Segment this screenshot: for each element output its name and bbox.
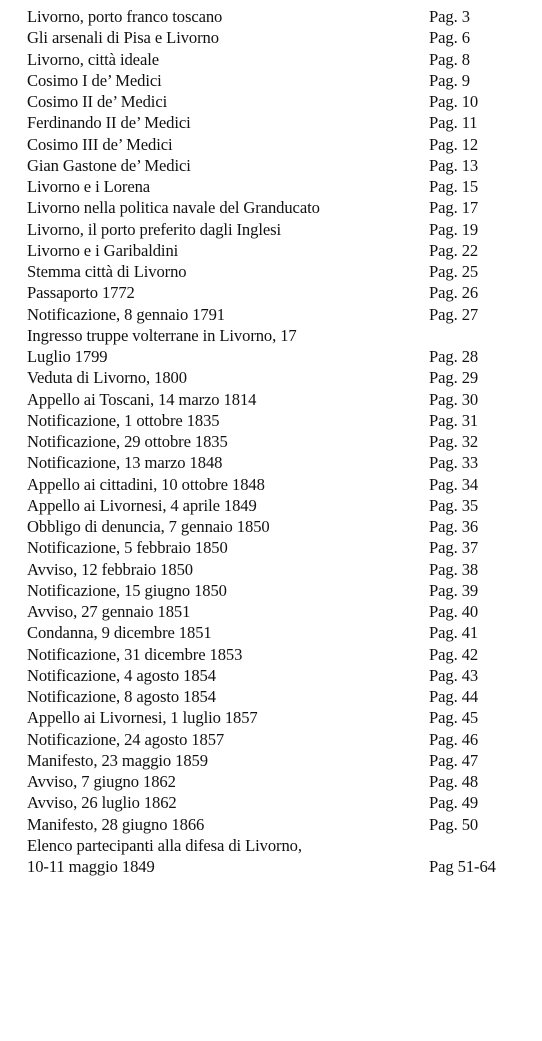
toc-entry xyxy=(27,452,527,473)
entry-title: Obbligo di denuncia, 7 gennaio 1850 xyxy=(27,517,270,536)
entry-page-number: Pag. 43 xyxy=(429,665,479,685)
entry-title: Notificazione, 31 dicembre 1853 xyxy=(27,644,243,664)
toc-entry xyxy=(27,176,527,197)
entry-page-number: Pag. 40 xyxy=(429,602,479,621)
entry-title: Avviso, 7 giugno 1862 xyxy=(27,772,176,791)
entry-title: Cosimo I de’ Medici xyxy=(27,70,162,90)
toc-entry xyxy=(27,495,527,516)
entry-title: Cosimo III de’ Medici xyxy=(27,134,173,154)
entry-page-number: Pag. 17 xyxy=(429,198,479,218)
toc-entry xyxy=(27,474,527,495)
entry-page-number: Pag. 41 xyxy=(429,623,479,643)
entry-page-number: Pag. 42 xyxy=(429,644,479,664)
toc-entry xyxy=(27,91,527,112)
toc-entry xyxy=(27,431,527,452)
entry-title: Appello ai Livornesi, 1 luglio 1857 xyxy=(27,708,258,728)
entry-title: Livorno nella politica navale del Granducato xyxy=(27,198,320,218)
toc-entry xyxy=(27,261,527,282)
toc-entry xyxy=(27,580,527,601)
entry-title: Gian Gastone de’ Medici xyxy=(27,155,191,175)
entry-title: Avviso, 26 luglio 1862 xyxy=(27,793,177,813)
toc-entry xyxy=(27,665,527,686)
toc-entry xyxy=(27,134,527,155)
entry-page-number: Pag. 36 xyxy=(429,517,479,536)
entry-title: Notificazione, 5 febbraio 1850 xyxy=(27,538,228,558)
entry-title: Appello ai Toscani, 14 marzo 1814 xyxy=(27,389,257,409)
entry-title: Appello ai cittadini, 10 ottobre 1848 xyxy=(27,474,265,494)
toc-entry xyxy=(27,601,527,622)
toc-entry xyxy=(27,367,527,388)
toc-entry xyxy=(27,814,527,835)
entry-page-number: Pag. 22 xyxy=(429,240,479,260)
entry-page-number: Pag. 44 xyxy=(429,687,479,706)
toc-entry xyxy=(27,70,527,91)
toc-entry xyxy=(27,771,527,792)
entry-page-number: Pag. 27 xyxy=(429,304,479,324)
entry-title: Appello ai Livornesi, 4 aprile 1849 xyxy=(27,495,257,515)
entry-title-line: Luglio 1799 xyxy=(27,347,108,366)
toc-entry xyxy=(27,644,527,665)
toc-entry xyxy=(27,537,527,558)
entry-title: Livorno, città ideale xyxy=(27,49,159,69)
toc-entry xyxy=(27,410,527,431)
entry-title: Notificazione, 29 ottobre 1835 xyxy=(27,432,228,451)
entry-title: Veduta di Livorno, 1800 xyxy=(27,368,187,388)
entry-page-number: Pag. 9 xyxy=(429,70,470,90)
table-of-contents xyxy=(27,6,527,877)
entry-title-line: Elenco partecipanti alla difesa di Livorno, xyxy=(27,835,302,855)
entry-page-number: Pag. 3 xyxy=(429,7,470,26)
entry-page-number: Pag. 31 xyxy=(429,410,479,430)
entry-title: Notificazione, 8 agosto 1854 xyxy=(27,687,216,706)
toc-entry xyxy=(27,707,527,728)
toc-entry xyxy=(27,686,527,707)
entry-page-number: Pag. 11 xyxy=(429,113,478,133)
entry-page-number: Pag. 15 xyxy=(429,177,479,196)
entry-page-number: Pag. 10 xyxy=(429,92,479,111)
entry-page-number: Pag. 49 xyxy=(429,793,479,813)
entry-title: Cosimo II de’ Medici xyxy=(27,92,168,111)
toc-entry xyxy=(27,49,527,70)
toc-entry xyxy=(27,792,527,813)
toc-entry xyxy=(27,389,527,410)
entry-page-number: Pag. 48 xyxy=(429,772,479,791)
entry-page-number: Pag. 30 xyxy=(429,389,479,409)
entry-page-number: Pag. 37 xyxy=(429,538,479,558)
entry-title-line: 10-11 maggio 1849 xyxy=(27,857,155,876)
entry-page-number: Pag. 39 xyxy=(429,580,479,600)
entry-page-number: Pag. 46 xyxy=(429,729,479,749)
toc-entry xyxy=(27,516,527,537)
entry-title: Ferdinando II de’ Medici xyxy=(27,113,191,133)
entry-page-number: Pag. 32 xyxy=(429,432,479,451)
entry-page-number: Pag 51-64 xyxy=(429,857,496,876)
entry-page-number: Pag. 13 xyxy=(429,155,479,175)
entry-title: Manifesto, 28 giugno 1866 xyxy=(27,814,205,834)
entry-page-number: Pag. 33 xyxy=(429,453,479,473)
entry-title: Notificazione, 8 gennaio 1791 xyxy=(27,304,226,324)
entry-title-line: Ingresso truppe volterrane in Livorno, 17 xyxy=(27,325,297,345)
entry-page-number: Pag. 50 xyxy=(429,814,479,834)
entry-title: Notificazione, 13 marzo 1848 xyxy=(27,453,223,473)
entry-title: Avviso, 12 febbraio 1850 xyxy=(27,559,193,579)
toc-entry xyxy=(27,6,527,27)
entry-title: Manifesto, 23 maggio 1859 xyxy=(27,750,208,770)
entry-title: Livorno e i Garibaldini xyxy=(27,240,179,260)
toc-entry xyxy=(27,112,527,133)
toc-entry xyxy=(27,155,527,176)
entry-page-number: Pag. 25 xyxy=(429,262,479,281)
entry-page-number: Pag. 34 xyxy=(429,474,479,494)
entry-title: Notificazione, 15 giugno 1850 xyxy=(27,580,227,600)
toc-entry xyxy=(27,559,527,580)
entry-title: Notificazione, 1 ottobre 1835 xyxy=(27,410,220,430)
entry-title: Livorno, il porto preferito dagli Inglesi xyxy=(27,219,281,239)
toc-entry xyxy=(27,282,527,303)
entry-page-number: Pag. 47 xyxy=(429,750,479,770)
entry-title: Condanna, 9 dicembre 1851 xyxy=(27,623,212,643)
entry-page-number: Pag. 38 xyxy=(429,559,479,579)
toc-entry xyxy=(27,219,527,240)
toc-entry xyxy=(27,835,527,878)
entry-title: Gli arsenali di Pisa e Livorno xyxy=(27,28,219,48)
entry-title: Notificazione, 24 agosto 1857 xyxy=(27,729,225,749)
entry-title: Notificazione, 4 agosto 1854 xyxy=(27,665,216,685)
toc-entry xyxy=(27,304,527,325)
entry-title: Avviso, 27 gennaio 1851 xyxy=(27,602,191,621)
toc-entry xyxy=(27,197,527,218)
toc-entry xyxy=(27,622,527,643)
entry-title: Livorno e i Lorena xyxy=(27,177,151,196)
entry-page-number: Pag. 28 xyxy=(429,347,479,366)
entry-page-number: Pag. 35 xyxy=(429,495,479,515)
toc-entry xyxy=(27,27,527,48)
entry-page-number: Pag. 26 xyxy=(429,283,479,303)
entry-title: Stemma città di Livorno xyxy=(27,262,187,281)
entry-title: Passaporto 1772 xyxy=(27,283,135,303)
entry-page-number: Pag. 29 xyxy=(429,368,479,388)
toc-entry xyxy=(27,750,527,771)
toc-entry xyxy=(27,729,527,750)
entry-page-number: Pag. 12 xyxy=(429,134,479,154)
entry-page-number: Pag. 45 xyxy=(429,708,479,728)
entry-page-number: Pag. 19 xyxy=(429,219,479,239)
entry-page-number: Pag. 8 xyxy=(429,49,470,69)
toc-entry xyxy=(27,325,527,368)
toc-entry xyxy=(27,240,527,261)
entry-page-number: Pag. 6 xyxy=(429,28,470,48)
entry-title: Livorno, porto franco toscano xyxy=(27,7,223,26)
